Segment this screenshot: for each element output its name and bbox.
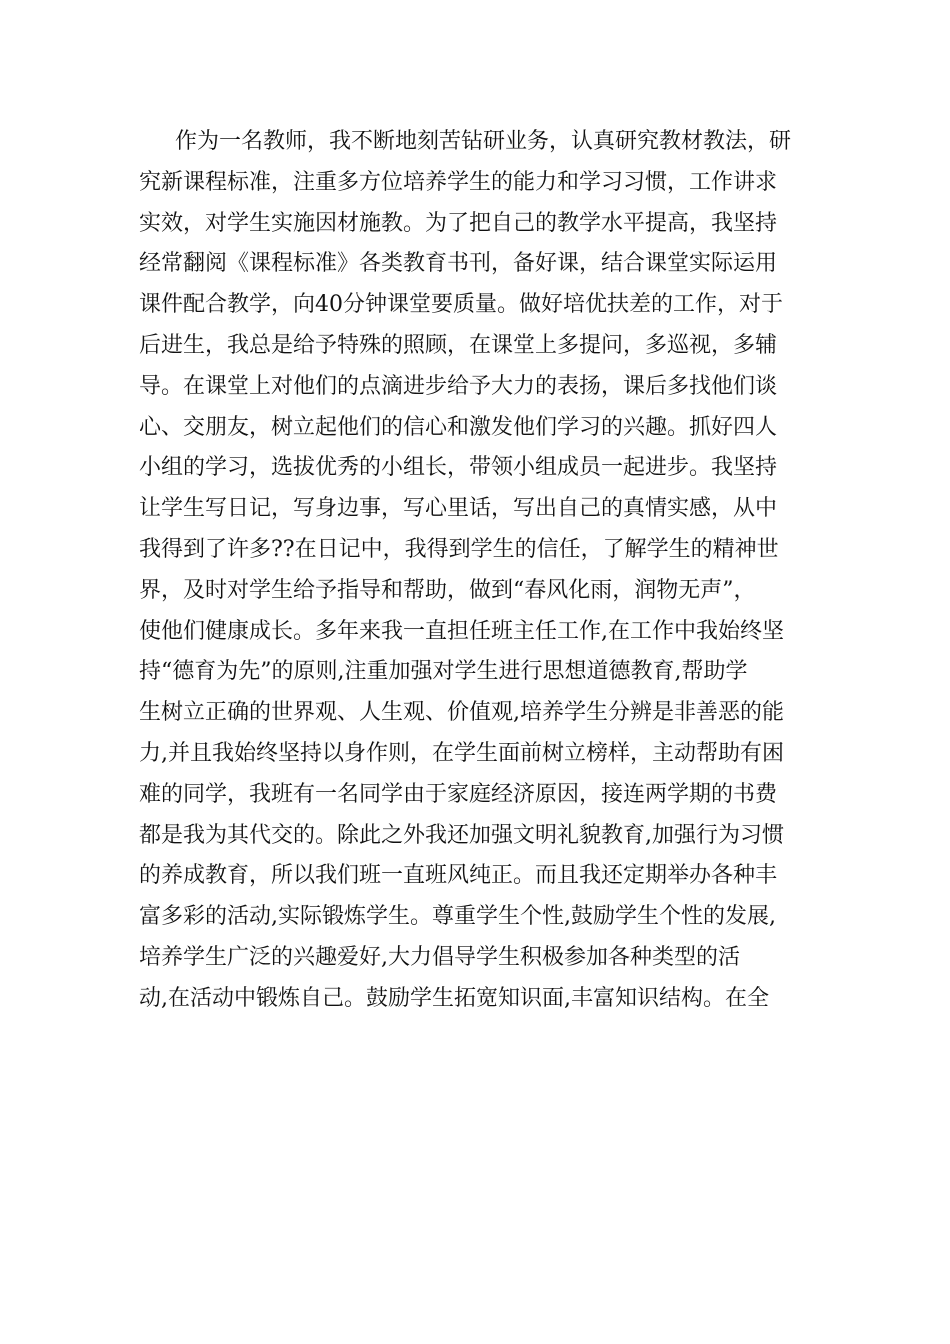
paragraph-line: 经常翻阅《课程标准》各类教育书刊，备好课，结合课堂实际运用 xyxy=(139,251,778,277)
paragraph-line: 作为一名教师，我不断地刻苦钻研业务，认真研究教材教法，研 xyxy=(175,129,792,154)
paragraph-line: 让学生写日记，写身边事，写心里话，写出自己的真情实感，从中 xyxy=(139,496,778,522)
paragraph-line: 实效，对学生实施因材施教。为了把自己的教学水平提高，我坚持 xyxy=(139,210,778,236)
paragraph-line: 力,并且我始终坚持以身作则，在学生面前树立榜样，主动帮助有困 xyxy=(139,740,784,766)
paragraph-line: 的养成教育，所以我们班一直班风纯正。而且我还定期举办各种丰 xyxy=(139,863,778,889)
paragraph-line: 难的同学，我班有一名同学由于家庭经济原因，接连两学期的书费 xyxy=(139,781,778,807)
paragraph-line: 小组的学习，选拔优秀的小组长，带领小组成员一起进步。我坚持 xyxy=(139,455,778,481)
paragraph-line: 课件配合教学，向40分钟课堂要质量。做好培优扶差的工作，对于 xyxy=(139,292,783,318)
paragraph-line: 我得到了许多??在日记中，我得到学生的信任，了解学生的精神世 xyxy=(139,536,779,562)
body-paragraph xyxy=(139,122,811,1020)
paragraph-line: 持“德育为先”的原则,注重加强对学生进行思想道德教育,帮助学 xyxy=(139,659,748,685)
paragraph-line: 动,在活动中锻炼自己。鼓励学生拓宽知识面,丰富知识结构。在全 xyxy=(139,985,769,1011)
paragraph-line: 生树立正确的世界观、人生观、价值观,培养学生分辨是非善恶的能 xyxy=(139,700,784,726)
paragraph-line: 究新课程标准，注重多方位培养学生的能力和学习习惯，工作讲求 xyxy=(139,169,778,195)
paragraph-line: 富多彩的活动,实际锻炼学生。尊重学生个性,鼓励学生个性的发展, xyxy=(139,904,776,930)
paragraph-line: 都是我为其代交的。除此之外我还加强文明礼貌教育,加强行为习惯 xyxy=(139,822,784,848)
paragraph-line: 心、交朋友，树立起他们的信心和激发他们学习的兴趣。抓好四人 xyxy=(139,414,778,440)
paragraph-line: 使他们健康成长。多年来我一直担任班主任工作,在工作中我始终坚 xyxy=(139,618,784,644)
paragraph-line: 界，及时对学生给予指导和帮助，做到“春风化雨，润物无声”， xyxy=(139,577,756,603)
paragraph-line: 后进生，我总是给予特殊的照顾，在课堂上多提问，多巡视，多辅 xyxy=(139,332,778,358)
paragraph-line: 导。在课堂上对他们的点滴进步给予大力的表扬，课后多找他们谈 xyxy=(139,373,778,399)
paragraph-line: 培养学生广泛的兴趣爱好,大力倡导学生积极参加各种类型的活 xyxy=(139,944,740,970)
